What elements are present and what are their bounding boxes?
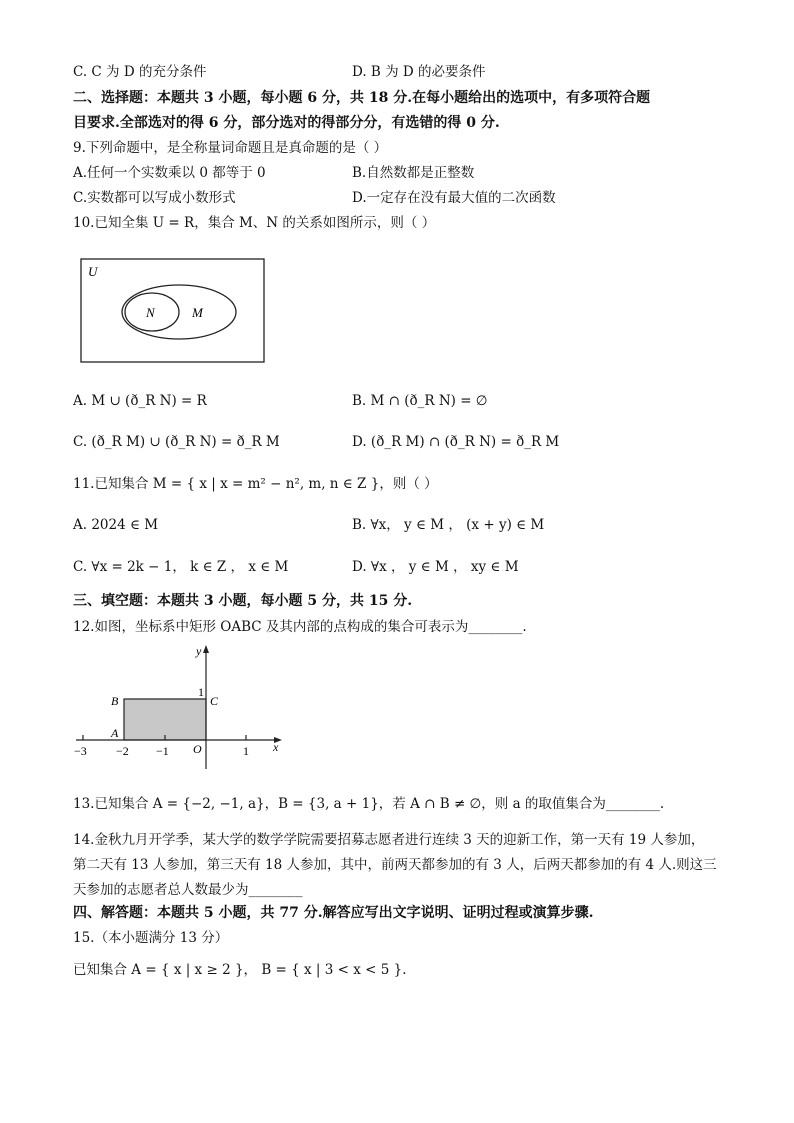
section-3-heading: 三、填空题：本题共 3 小题，每小题 5 分，共 15 分. bbox=[73, 593, 413, 609]
q14-line2: 第二天有 13 人参加，第三天有 18 人参加，其中，前两天都参加的有 3 人，后两天都参加的有 4 人.则这三 bbox=[73, 857, 717, 873]
q11-option-d: D. ∀x ， y ∈ M ， xy ∈ M bbox=[352, 559, 519, 575]
q11-option-a: A. 2024 ∈ M bbox=[73, 517, 159, 533]
point-c-label: C bbox=[210, 694, 219, 708]
q14-line3: 天参加的志愿者总人数最少为________ bbox=[73, 882, 303, 898]
q12-stem: 12.如图，坐标系中矩形 OABC 及其内部的点构成的集合可表示为________. bbox=[73, 619, 527, 635]
q11-stem: 11.已知集合 M = { x | x = m² − n², m, n ∈ Z }，则（ ） bbox=[73, 476, 438, 492]
y-tick-label-1: 1 bbox=[198, 685, 204, 699]
origin-label: O bbox=[193, 742, 202, 756]
q14-line1: 14.金秋九月开学季，某大学的数学学院需要招募志愿者进行连续 3 天的迎新工作，第一天有 19 人参加， bbox=[73, 832, 705, 848]
q11-option-b: B. ∀x， y ∈ M ， (x + y) ∈ M bbox=[352, 517, 545, 533]
q13-stem: 13.已知集合 A = {−2, −1, a}，B = {3, a + 1}，若 A ∩ B ≠ ∅，则 a 的取值集合为________. bbox=[73, 796, 665, 812]
q15-header: 15.（本小题满分 13 分） bbox=[73, 930, 229, 946]
universe-label: U bbox=[88, 264, 98, 279]
q9-option-d: D.一定存在没有最大值的二次函数 bbox=[352, 190, 556, 206]
q15-statement: 已知集合 A = { x | x ≥ 2 }， B = { x | 3 < x < 5 }. bbox=[73, 962, 407, 978]
venn-diagram bbox=[80, 258, 266, 364]
q10-stem: 10.已知全集 U = R，集合 M、N 的关系如图所示，则（ ） bbox=[73, 215, 436, 231]
q8-option-c: C. C 为 D 的充分条件 bbox=[73, 64, 207, 80]
y-axis-arrow bbox=[203, 645, 209, 653]
point-a-label: A bbox=[111, 726, 119, 740]
rectangle-oabc bbox=[124, 699, 206, 740]
x-tick-label-neg2: −2 bbox=[116, 744, 129, 758]
q11-option-c: C. ∀x = 2k − 1， k ∈ Z ， x ∈ M bbox=[73, 559, 289, 575]
section-4-heading: 四、解答题：本题共 5 小题，共 77 分.解答应写出文字说明、证明过程或演算步骤. bbox=[73, 905, 594, 921]
x-tick-label-neg3: −3 bbox=[74, 744, 87, 758]
q9-option-b: B.自然数都是正整数 bbox=[352, 165, 475, 181]
section-2-heading-line2: 目要求.全部选对的得 6 分，部分选对的得部分分，有选错的得 0 分. bbox=[73, 115, 500, 131]
q10-option-b: B. M ∩ (ð_R N) = ∅ bbox=[352, 393, 488, 409]
q9-option-a: A.任何一个实数乘以 0 都等于 0 bbox=[73, 165, 266, 181]
coordinate-figure bbox=[72, 643, 284, 773]
y-axis-label: y bbox=[196, 644, 202, 658]
section-2-heading-line1: 二、选择题：本题共 3 小题，每小题 6 分，共 18 分.在每小题给出的选项中，有多项符合题 bbox=[73, 90, 651, 106]
point-b-label: B bbox=[111, 694, 119, 708]
x-axis-label: x bbox=[273, 740, 279, 754]
q9-stem: 9.下列命题中，是全称量词命题且是真命题的是（ ） bbox=[73, 140, 388, 156]
set-m-label: M bbox=[192, 305, 203, 320]
q10-option-a: A. M ∪ (ð_R N) = R bbox=[73, 393, 207, 409]
q8-option-d: D. B 为 D 的必要条件 bbox=[352, 64, 486, 80]
x-tick-label-neg1: −1 bbox=[156, 744, 169, 758]
x-tick-label-1: 1 bbox=[243, 744, 249, 758]
q10-option-c: C. (ð_R M) ∪ (ð_R N) = ð_R M bbox=[73, 434, 280, 450]
q10-option-d: D. (ð_R M) ∩ (ð_R N) = ð_R M bbox=[352, 434, 560, 450]
set-n-label: N bbox=[146, 305, 155, 320]
q9-option-c: C.实数都可以写成小数形式 bbox=[73, 190, 236, 206]
